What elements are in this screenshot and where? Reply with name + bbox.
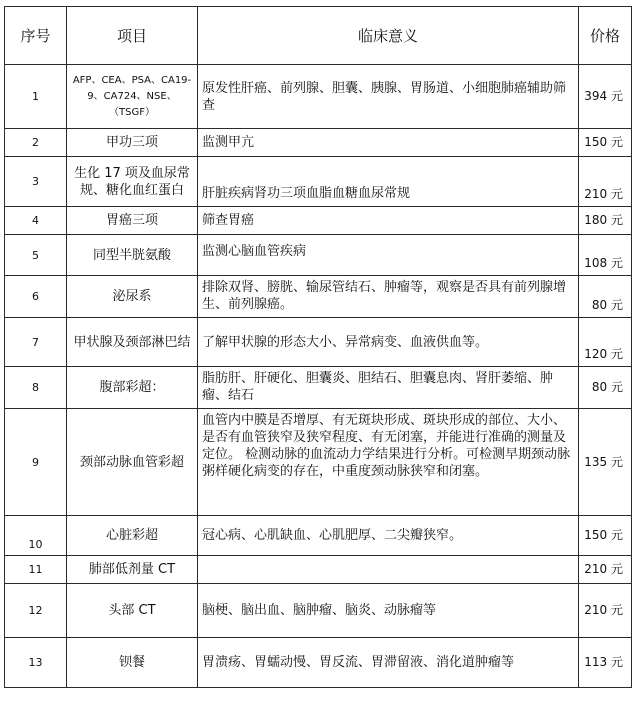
row-price: 150 元 (579, 516, 632, 556)
row-item: 生化 17 项及血尿常规、糖化血红蛋白 (67, 157, 198, 207)
table-row (5, 367, 632, 409)
row-meaning: 血管内中膜是否增厚、有无斑块形成、斑块形成的部位、大小、是否有血管狭窄及狭窄程度、有无闭塞，并能进行准确的测量及定位。 检测动脉的血流动力学结果进行分析。可检测早期颈动脉粥样硬化病变的存在，中重度颈动脉狭窄和闭塞。 (198, 409, 579, 516)
table-row (5, 235, 632, 276)
table-row (5, 409, 632, 516)
row-item: 同型半胱氨酸 (67, 235, 198, 276)
row-seq: 9 (5, 409, 67, 516)
table-row (5, 584, 632, 638)
row-price: 108 元 (579, 235, 632, 276)
table-row (5, 207, 632, 235)
row-price: 210 元 (579, 157, 632, 207)
row-item: 甲功三项 (67, 129, 198, 157)
row-meaning: 筛查胃癌 (198, 207, 579, 235)
row-item: 甲状腺及颈部淋巴结 (67, 318, 198, 367)
table-row (5, 556, 632, 584)
row-seq: 2 (5, 129, 67, 157)
header-item: 项目 (67, 7, 198, 65)
row-price: 120 元 (579, 318, 632, 367)
row-item: 心脏彩超 (67, 516, 198, 556)
row-price: 394 元 (579, 65, 632, 129)
row-seq: 3 (5, 157, 67, 207)
table-row (5, 638, 632, 688)
row-item: 胃癌三项 (67, 207, 198, 235)
row-price: 210 元 (579, 584, 632, 638)
row-price: 210 元 (579, 556, 632, 584)
row-seq: 12 (5, 584, 67, 638)
row-meaning: 了解甲状腺的形态大小、异常病变、血液供血等。 (198, 318, 579, 367)
row-price: 80 元 (579, 367, 632, 409)
row-seq: 11 (5, 556, 67, 584)
row-seq: 6 (5, 276, 67, 318)
row-item: 腹部彩超： (67, 367, 198, 409)
row-meaning: 原发性肝癌、前列腺、胆囊、胰腺、胃肠道、小细胞肺癌辅助筛查 (198, 65, 579, 129)
header-seq: 序号 (5, 7, 67, 65)
row-meaning: 胃溃疡、胃蠕动慢、胃反流、胃滞留液、消化道肿瘤等 (198, 638, 579, 688)
row-meaning: 冠心病、心肌缺血、心肌肥厚、二尖瓣狭窄。 (198, 516, 579, 556)
table-row (5, 318, 632, 367)
row-meaning: 肝脏疾病肾功三项血脂血糖血尿常规 (198, 157, 579, 207)
table-row (5, 516, 632, 556)
header-price: 价格 (579, 7, 632, 65)
table-row (5, 129, 632, 157)
row-item: 颈部动脉血管彩超 (67, 409, 198, 516)
row-seq: 10 (5, 516, 67, 556)
row-seq: 13 (5, 638, 67, 688)
row-price: 180 元 (579, 207, 632, 235)
row-meaning: 监测甲亢 (198, 129, 579, 157)
row-item: 头部 CT (67, 584, 198, 638)
row-seq: 5 (5, 235, 67, 276)
row-seq: 8 (5, 367, 67, 409)
header-meaning: 临床意义 (198, 7, 579, 65)
row-seq: 1 (5, 65, 67, 129)
row-price: 150 元 (579, 129, 632, 157)
row-seq: 7 (5, 318, 67, 367)
row-price: 113 元 (579, 638, 632, 688)
row-meaning: 脂肪肝、肝硬化、胆囊炎、胆结石、胆囊息肉、肾肝萎缩、肿瘤、结石 (198, 367, 579, 409)
row-meaning: 脑梗、脑出血、脑肿瘤、脑炎、动脉瘤等 (198, 584, 579, 638)
row-meaning (198, 556, 579, 584)
table-header-row (5, 7, 632, 65)
row-price: 135 元 (579, 409, 632, 516)
row-item: 肺部低剂量 CT (67, 556, 198, 584)
table-row (5, 157, 632, 207)
row-meaning: 排除双肾、膀胱、输尿管结石、肿瘤等，观察是否具有前列腺增生、前列腺癌。 (198, 276, 579, 318)
exam-price-table (4, 6, 632, 688)
table-row (5, 276, 632, 318)
row-item: 泌尿系 (67, 276, 198, 318)
table-row (5, 65, 632, 129)
row-meaning: 监测心脑血管疾病 (198, 235, 579, 276)
row-item: 钡餐 (67, 638, 198, 688)
row-seq: 4 (5, 207, 67, 235)
row-price: 80 元 (579, 276, 632, 318)
row-item: AFP、CEA、PSA、CA19-9、CA724、NSE、（TSGF） (67, 65, 198, 129)
